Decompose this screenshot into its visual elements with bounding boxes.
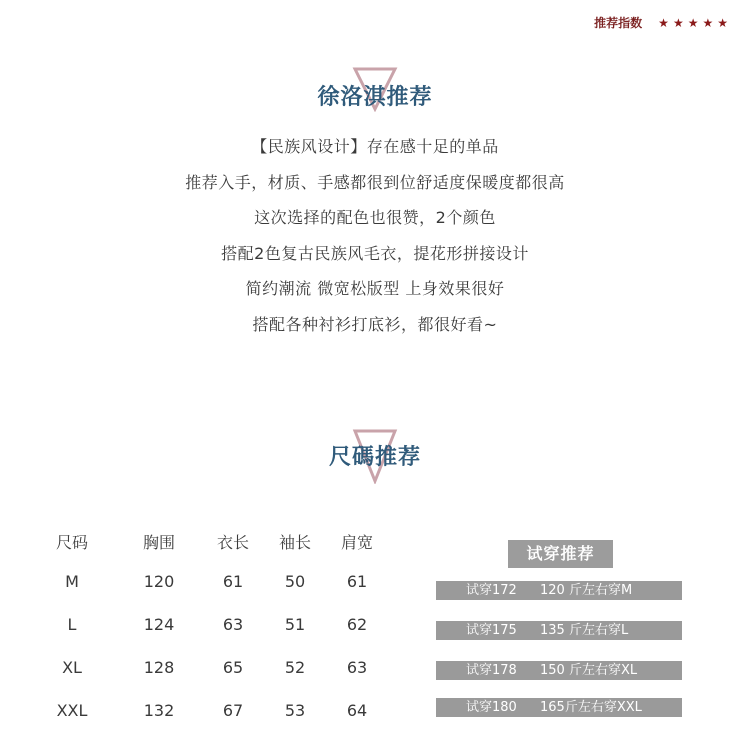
- try-on-recommendation: 165斤左右穿XXL: [540, 700, 642, 715]
- try-on-recommendation: 150 斤左右穿XL: [540, 663, 638, 678]
- description-line: 简约潮流 微宽松版型 上身效果很好: [245, 279, 505, 298]
- description-line: 搭配各种衬衫打底衫，都很好看~: [252, 314, 498, 334]
- try-on-height: 试穿175: [466, 623, 517, 638]
- recommend-title: 徐洛淇推荐: [317, 85, 433, 110]
- star-icon: ★: [687, 15, 699, 30]
- star-icon: ★: [702, 15, 714, 30]
- table-cell: 63: [346, 658, 368, 677]
- try-on-item: [436, 698, 682, 717]
- table-cell: 52: [284, 658, 306, 677]
- recommend-section-header: [0, 66, 750, 110]
- table-cell: XL: [62, 658, 82, 677]
- description-line: 推荐入手，材质、手感都很到位舒适度保暖度都很高: [185, 172, 565, 192]
- size-title: 尺碼推荐: [328, 445, 421, 470]
- table-header: 胸围: [142, 533, 175, 552]
- try-on-item: [436, 621, 682, 640]
- table-cell: 64: [346, 701, 368, 720]
- table-cell: 53: [284, 701, 306, 720]
- try-on-height: 试穿180: [466, 700, 517, 715]
- size-section-header: [0, 428, 750, 470]
- try-on-recommendation: 120 斤左右穿M: [540, 583, 633, 598]
- try-on-height: 试穿178: [466, 663, 517, 678]
- star-icon: ★: [658, 15, 669, 30]
- table-cell: 120: [143, 572, 175, 591]
- product-description: [0, 134, 750, 347]
- table-cell: XXL: [56, 701, 88, 720]
- description-line: 【民族风设计】存在感十足的单品: [251, 137, 499, 156]
- table-cell: 50: [284, 572, 306, 591]
- table-cell: 124: [143, 615, 175, 634]
- try-on-item: [436, 581, 682, 600]
- star-icon: ★: [672, 15, 684, 30]
- rating-label: 推荐指数: [594, 16, 643, 30]
- star-rating: [654, 16, 728, 30]
- table-cell: 62: [346, 615, 368, 634]
- table-cell: 63: [222, 615, 244, 634]
- try-on-item: [436, 661, 682, 680]
- star-icon: ★: [717, 15, 728, 30]
- table-cell: 51: [284, 615, 306, 634]
- table-header: 衣长: [216, 533, 249, 552]
- table-cell: M: [65, 572, 79, 591]
- try-on-title: 试穿推荐: [508, 540, 613, 568]
- recommendation-rating: [594, 14, 728, 31]
- table-cell: 132: [143, 701, 175, 720]
- table-cell: 61: [346, 572, 368, 591]
- table-cell: L: [67, 615, 77, 634]
- try-on-recommendation: 135 斤左右穿L: [540, 623, 629, 638]
- description-line: 搭配2色复古民族风毛衣，提花形拼接设计: [221, 243, 529, 263]
- table-header: 肩宽: [340, 533, 373, 552]
- table-cell: 67: [222, 701, 244, 720]
- description-line: 这次选择的配色也很赞，2个颜色: [254, 208, 496, 227]
- table-cell: 61: [222, 572, 244, 591]
- table-cell: 128: [143, 658, 175, 677]
- table-header: 尺码: [55, 533, 88, 552]
- table-cell: 65: [222, 658, 244, 677]
- table-header: 袖长: [278, 533, 311, 552]
- try-on-height: 试穿172: [466, 583, 517, 598]
